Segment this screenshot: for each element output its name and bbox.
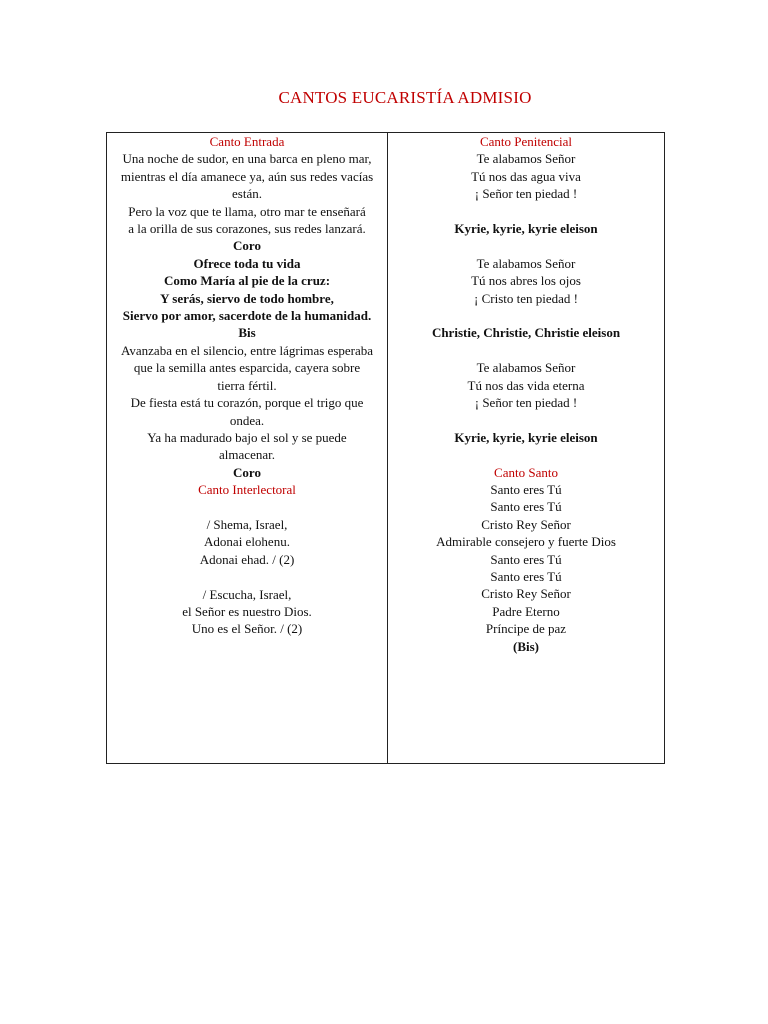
lyric-line: a la orilla de sus corazones, sus redes lanzará.: [128, 221, 366, 237]
lyric-line: / Shema, Israel,: [206, 516, 288, 532]
lyric-line: ¡ Señor ten piedad !: [474, 186, 578, 202]
lyric-line: Padre Eterno: [492, 603, 560, 619]
lyrics-table: [106, 132, 665, 764]
lyric-line: Tú nos das vida eterna: [467, 377, 585, 393]
section-heading: Canto Santo: [494, 464, 558, 480]
right-column: [388, 133, 664, 763]
lyric-line: mientras el día amanece ya, aún sus redes vacías están.: [120, 168, 374, 202]
lyric-line: Santo eres Tú: [490, 569, 562, 585]
lyric-line: Santo eres Tú: [490, 499, 562, 515]
bold-lyric-line: Siervo por amor, sacerdote de la humanidad. Bis: [122, 308, 372, 341]
lyric-line: Una noche de sudor, en una barca en pleno mar,: [122, 151, 372, 167]
section-heading: Canto Interlectoral: [198, 482, 296, 498]
bold-lyric-line: Ofrece toda tu vida: [193, 255, 301, 271]
blank-line: [394, 446, 658, 463]
bold-lyric-line: Como María al pie de la cruz:: [163, 273, 331, 289]
lyric-line: Adonai elohenu.: [204, 534, 290, 550]
blank-line: [119, 499, 375, 516]
blank-line: [394, 237, 658, 254]
lyric-line: Ya ha madurado bajo el sol y se puede almacenar.: [147, 429, 347, 463]
lyric-line: Príncipe de paz: [485, 621, 567, 637]
lyric-line: Te alabamos Señor: [476, 255, 576, 271]
lyric-line: Tú nos das agua viva: [471, 168, 581, 184]
bold-lyric-line: (Bis): [513, 638, 539, 654]
lyric-line: ¡ Señor ten piedad !: [474, 395, 578, 411]
lyric-line: Admirable consejero y fuerte Dios: [436, 534, 616, 550]
bold-lyric-line: Kyrie, kyrie, kyrie eleison: [454, 429, 598, 445]
blank-line: [394, 307, 658, 324]
lyric-line: Uno es el Señor. / (2): [191, 621, 303, 637]
bold-lyric-line: Christie, Christie, Christie eleison: [431, 325, 621, 341]
lyric-line: el Señor es nuestro Dios.: [182, 603, 312, 619]
lyric-line: De fiesta está tu corazón, porque el trigo que ondea.: [130, 395, 364, 428]
bold-lyric-line: Y serás, siervo de todo hombre,: [160, 290, 334, 306]
blank-line: [119, 568, 375, 585]
bold-lyric-line: Kyrie, kyrie, kyrie eleison: [454, 221, 598, 237]
lyric-line: tierra fértil.: [217, 377, 277, 393]
lyric-line: Cristo Rey Señor: [481, 586, 571, 602]
lyric-line: Avanzaba en el silencio, entre lágrimas esperaba: [120, 342, 374, 358]
blank-line: [394, 342, 658, 359]
page-title: CANTOS EUCARISTÍA ADMISIO: [278, 88, 532, 107]
bold-lyric-line: Coro: [233, 464, 261, 480]
lyric-line: Santo eres Tú: [490, 482, 562, 498]
lyric-line: / Escucha, Israel,: [202, 586, 292, 602]
lyric-line: ¡ Cristo ten piedad !: [474, 290, 578, 306]
lyric-line: Cristo Rey Señor: [481, 516, 571, 532]
section-heading: Canto Penitencial: [479, 134, 573, 149]
lyric-line: Te alabamos Señor: [476, 151, 576, 167]
section-heading: Canto Entrada: [209, 134, 285, 149]
lyric-line: que la semilla antes esparcida, cayera sobre: [133, 360, 361, 376]
blank-line: [394, 203, 658, 220]
blank-line: [394, 411, 658, 428]
lyric-line: Te alabamos Señor: [476, 360, 576, 376]
lyric-line: Tú nos abres los ojos: [471, 273, 581, 289]
lyric-line: Pero la voz que te llama, otro mar te enseñará: [128, 203, 366, 219]
lyric-line: Santo eres Tú: [490, 551, 562, 567]
bold-lyric-line: Coro: [233, 238, 261, 254]
left-column: [107, 133, 388, 763]
lyric-line: Adonai ehad. / (2): [199, 551, 295, 567]
